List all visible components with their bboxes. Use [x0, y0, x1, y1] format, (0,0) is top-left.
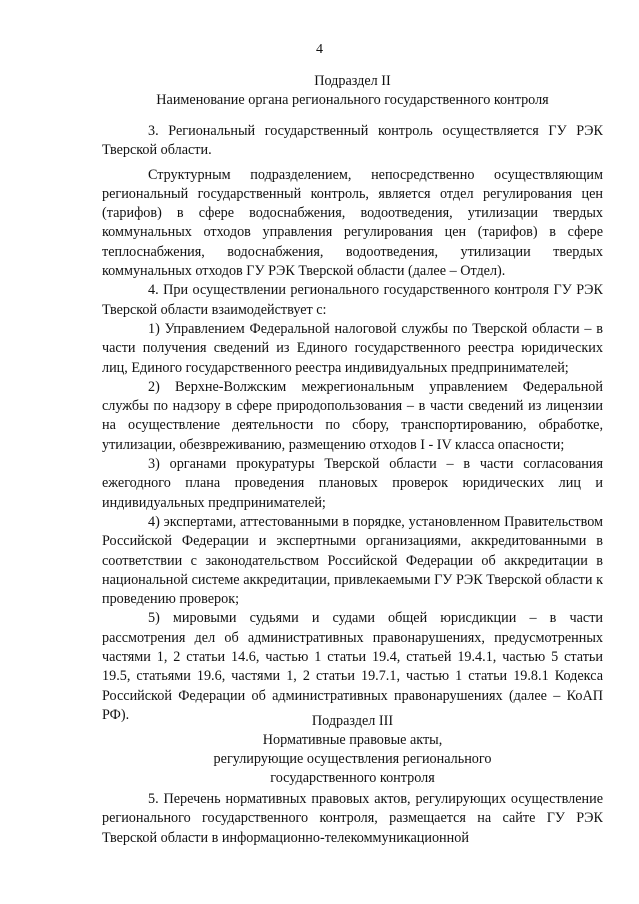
section-3-title: Подраздел III — [311, 713, 394, 729]
list-item-1: 1) Управлением Федеральной налоговой службы по Тверской области – в части получения сведений из Единого государственного реестра юридических лиц, Единого государственного реестра индивидуальных предпринимателей; — [102, 320, 603, 376]
paragraph-5: 5. Перечень нормативных правовых актов, регулирующих осуществление регионального государственного контроля, размещается на сайте ГУ РЭК Тверской области в информационно-телекоммуникационной — [102, 791, 603, 846]
section-3-heading — [102, 712, 603, 788]
page-number: 4 — [316, 42, 323, 57]
section-3-subtitle-line-1: Нормативные правовые акты, — [262, 732, 443, 748]
paragraph-structure: Структурным подразделением, непосредственно осуществляющим региональный государственный контроль, является отдел регулирования цен (тарифов) в сфере водоснабжения, водоотведения, утилизации твердых коммунальных отходов управления регулирования цен (тарифов) в сфере теплоснабжения, водоснабжения, водоотведения, утилизации твердых коммунальных отходов ГУ РЭК Тверской области (далее – Отдел). — [102, 166, 603, 280]
paragraph-3: 3. Региональный государственный контроль осуществляется ГУ РЭК Тверской области. — [102, 123, 603, 159]
section-2-heading — [102, 72, 603, 110]
section-2-title: Подраздел II — [314, 73, 391, 89]
section-2-body — [102, 122, 603, 725]
section-3-subtitle-line-2: регулирующие осуществления регионального — [213, 751, 492, 767]
section-3-body — [102, 790, 603, 848]
section-3-subtitle-line-3: государственного контроля — [270, 770, 435, 786]
list-item-5: 5) мировыми судьями и судами общей юрисдикции – в части рассмотрения дел об административных правонарушениях, предусмотренных частями 1, 2 статьи 14.6, частью 1 статьи 19.4, статьей 19.4.1, частью 5 статьи 19.5, статьями 19.6, частями 1, 2 статьи 19.7.1, частью 1 статьи 19.8.1 Кодекса Российской Федерации об административных правонарушениях (далее – КоАП РФ). — [102, 610, 603, 723]
list-item-2: 2) Верхне-Волжским межрегиональным управлением Федеральной службы по надзору в сфере природопользования – в части сведений из лицензии на осуществление деятельности по сбору, транспортированию, обработке, утилизации, обезвреживанию, размещению отходов I - IV класса опасности; — [102, 378, 603, 453]
paragraph-4: 4. При осуществлении регионального государственного контроля ГУ РЭК Тверской области взаимодействует с: — [102, 282, 603, 318]
section-2-subtitle: Наименование органа регионального государственного контроля — [156, 92, 549, 108]
list-item-3: 3) органами прокуратуры Тверской области – в части согласования ежегодного плана проведения плановых проверок юридических лиц и индивидуальных предпринимателей; — [102, 456, 603, 511]
list-item-4: 4) экспертами, аттестованными в порядке, установленном Правительством Российской Федерации и экспертными организациями, аккредитованными в соответствии с законодательством Российской Федерации об аккредитации в национальной системе аккредитации, привлекаемыми ГУ РЭК Тверской области к проведению проверок; — [102, 513, 603, 608]
